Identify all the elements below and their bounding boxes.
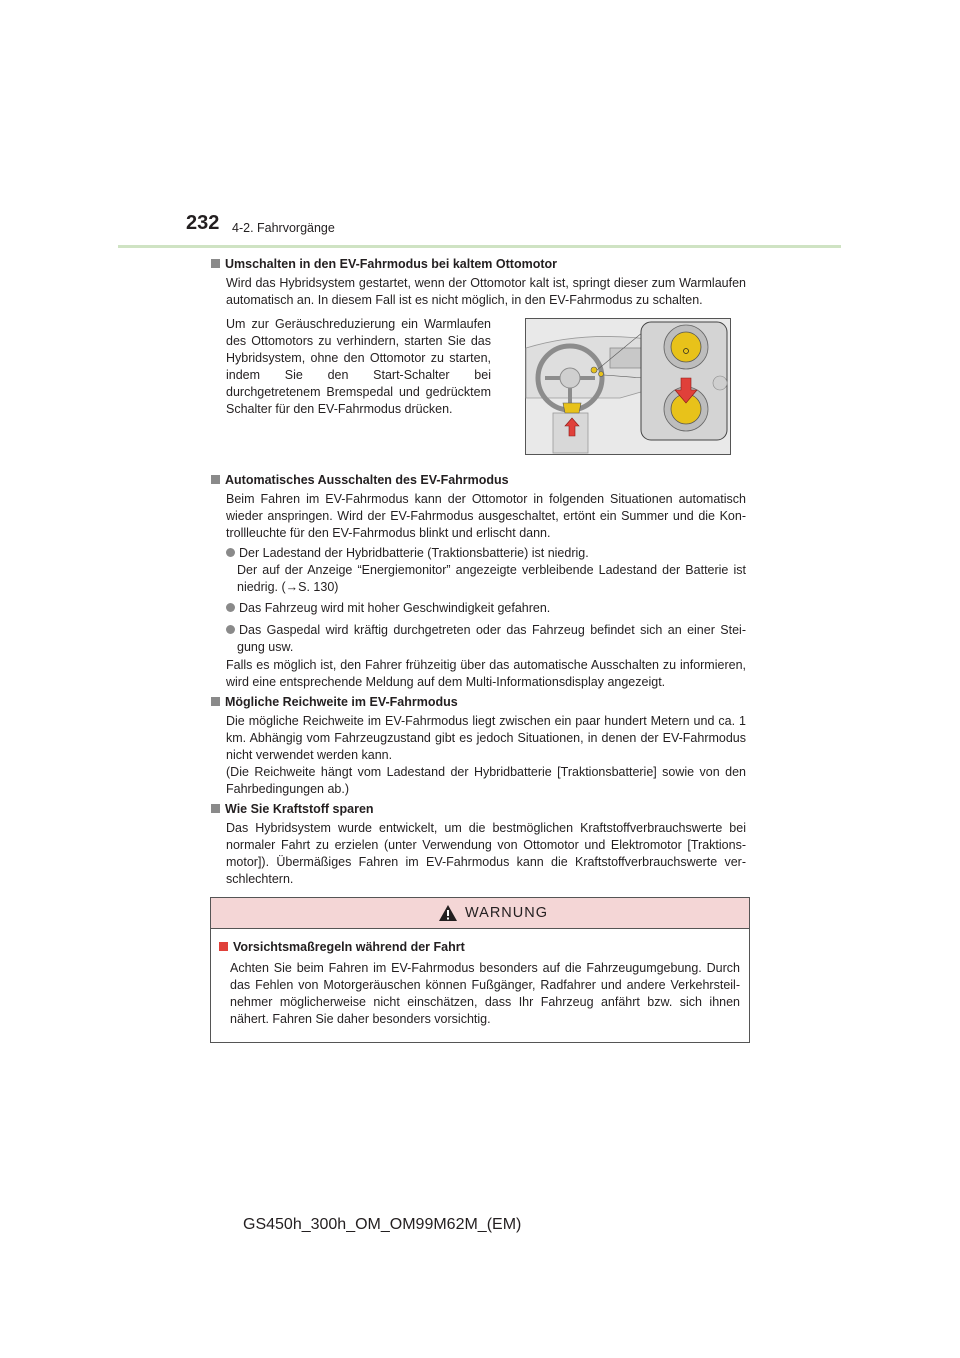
square-bullet-icon <box>219 942 228 951</box>
paragraph: Beim Fahren im EV-Fahrmodus kann der Ottomotor in folgenden Situationen automatisch wieder anspringen. Wird der EV-Fahrmodus ausgeschaltet, ertönt ein Summer und die Kontrollleuchte für den EV-Fahrmodus blinkt und erlischt dann. <box>226 492 746 540</box>
list-item: Der Ladestand der Hybridbatterie (Traktionsbatterie) ist niedrig. Der auf der Anzeige “Energiemonitor” angezeigte verbleibende Ladestand der Batterie ist niedrig. (→S. 130) <box>226 545 746 596</box>
ev-mode-switch-figure <box>525 318 731 455</box>
square-bullet-icon <box>211 697 220 706</box>
heading-auto-off: Automatisches Ausschalten des EV-Fahrmodus <box>211 473 509 487</box>
header-rule <box>118 245 841 248</box>
square-bullet-icon <box>211 804 220 813</box>
warning-triangle-icon <box>438 904 458 922</box>
warning-box <box>210 897 750 1043</box>
paragraph: Die mögliche Reichweite im EV-Fahrmodus liegt zwischen ein paar hundert Metern und ca. 1 km. Abhängig vom Fahrzeugzustand gibt es jedoch Situationen, in denen der EV-Fahrmodus nicht verwendet werden kann. <box>226 714 746 762</box>
paragraph: (Die Reichweite hängt vom Ladestand der Hybridbatterie [Traktionsbatterie] sowie von den Fahrbedingungen ab.) <box>226 765 746 796</box>
warning-subtitle: Vorsichtsmaßregeln während der Fahrt <box>219 940 465 954</box>
page-number: 232 <box>186 212 220 234</box>
section-title: 4-2. Fahrvorgänge <box>232 221 335 235</box>
list-item: Das Gaspedal wird kräftig durchgetreten oder das Fahrzeug befindet sich an einer Steigung usw. <box>226 622 746 656</box>
warning-text: Achten Sie beim Fahren im EV-Fahrmodus besonders auf die Fahrzeugumgebung. Durch das Fehlen von Motorgeräuschen können Fußgänger, Radfahrer und andere Verkehrsteilnehmer möglicherweise nicht einschätzen, dass Ihr Fahrzeug anfährt bzw. sich ihnen nähert. Fahren Sie daher besonders vorsichtig. <box>230 961 740 1026</box>
paragraph: Falls es möglich ist, den Fahrer frühzeitig über das automatische Ausschalten zu informieren, wird eine entsprechende Meldung auf dem Multi-Informationsdisplay angezeigt. <box>226 658 746 689</box>
brake-pedal-icon <box>563 403 581 413</box>
heading-range: Mögliche Reichweite im EV-Fahrmodus <box>211 695 458 709</box>
power-button-icon <box>671 332 701 362</box>
warning-header <box>211 898 749 929</box>
round-bullet-icon <box>226 625 235 634</box>
paragraph: Um zur Geräuschreduzierung ein Warmlaufen des Ottomotors zu verhindern, starten Sie das Hybridsystem, ohne den Ottomotor zu starten, indem Sie den Start-Schalter bei durchgetretenem Bremspedal und gedrücktem Schalter für den EV-Fahrmodus drücken. <box>226 317 491 416</box>
square-bullet-icon <box>211 259 220 268</box>
round-bullet-icon <box>226 548 235 557</box>
warning-title: WARNUNG <box>465 905 548 921</box>
heading-fuel-saving: Wie Sie Kraftstoff sparen <box>211 802 374 816</box>
document-code: GS450h_300h_OM_OM99M62M_(EM) <box>243 1216 522 1233</box>
list-item: Das Fahrzeug wird mit hoher Geschwindigkeit gefahren. <box>226 600 746 617</box>
paragraph: Das Hybridsystem wurde entwickelt, um die bestmöglichen Kraftstoffverbrauchswerte bei normaler Fahrt zu erzielen (unter Verwendung von Ottomotor und Elektromotor [Traktionsmotor]). Übermäßiges Fahren im EV-Fahrmodus kann die Kraftstoffverbrauchswerte verschlechtern. <box>226 821 746 886</box>
paragraph: Wird das Hybridsystem gestartet, wenn der Ottomotor kalt ist, springt dieser zum Warmlaufen automatisch an. In diesem Fall ist es nicht möglich, in den EV-Fahrmodus zu schalten. <box>226 276 746 307</box>
round-bullet-icon <box>226 603 235 612</box>
square-bullet-icon <box>211 475 220 484</box>
heading-cold-engine: Umschalten in den EV-Fahrmodus bei kaltem Ottomotor <box>211 257 557 271</box>
